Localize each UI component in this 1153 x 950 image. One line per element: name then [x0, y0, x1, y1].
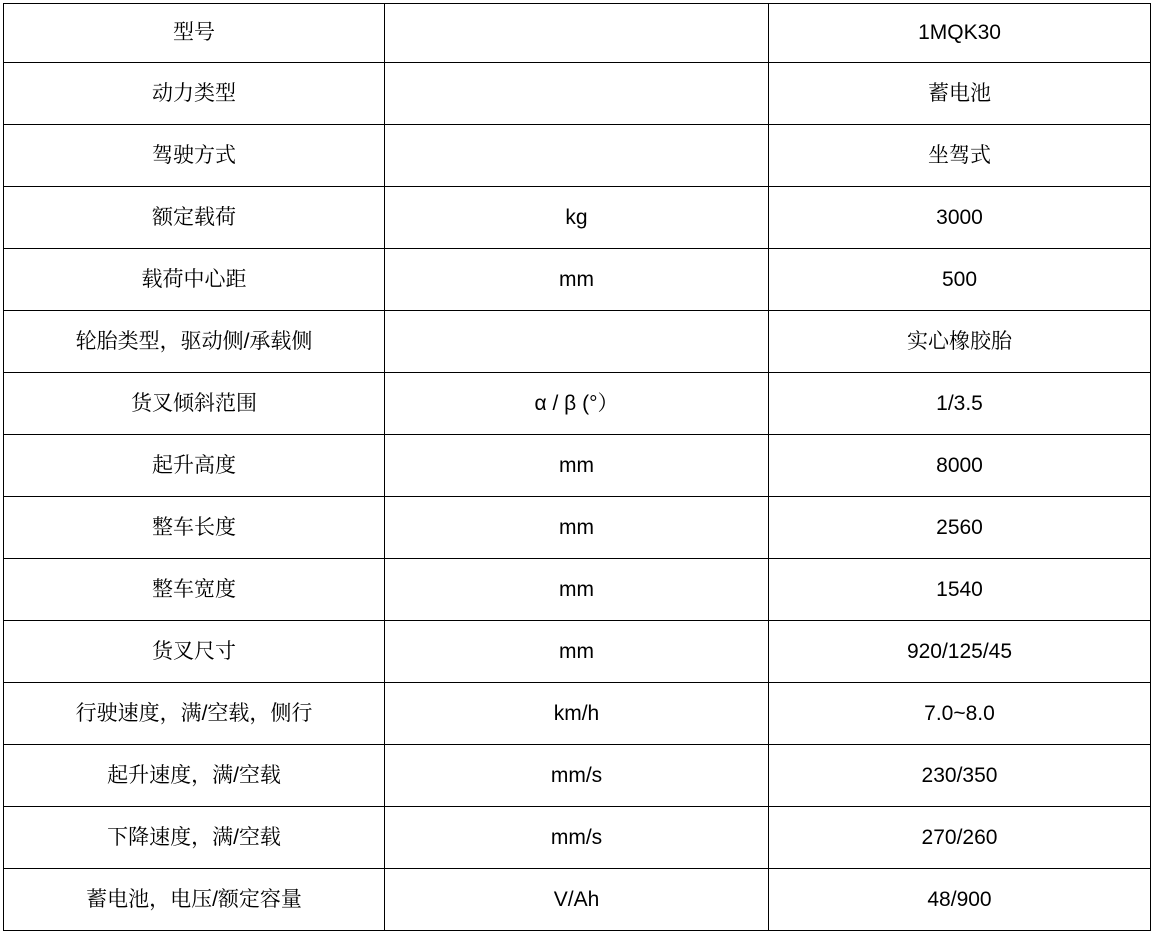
table-row — [4, 435, 1151, 497]
table-row — [4, 373, 1151, 435]
spec-parameter-name: 整车宽度 — [4, 559, 385, 621]
table-row — [4, 621, 1151, 683]
spec-value: 坐驾式 — [769, 125, 1151, 187]
spec-unit: mm/s — [385, 807, 769, 869]
table-row — [4, 745, 1151, 807]
spec-value: 270/260 — [769, 807, 1151, 869]
spec-unit: mm — [385, 435, 769, 497]
spec-value: 500 — [769, 249, 1151, 311]
spec-parameter-name: 动力类型 — [4, 63, 385, 125]
spec-value: 920/125/45 — [769, 621, 1151, 683]
spec-unit — [385, 125, 769, 187]
spec-unit: V/Ah — [385, 869, 769, 931]
spec-parameter-name: 货叉倾斜范围 — [4, 373, 385, 435]
spec-value: 1540 — [769, 559, 1151, 621]
spec-parameter-name: 起升高度 — [4, 435, 385, 497]
spec-unit: mm — [385, 559, 769, 621]
spec-parameter-name: 载荷中心距 — [4, 249, 385, 311]
spec-unit: km/h — [385, 683, 769, 745]
spec-parameter-name: 型号 — [4, 4, 385, 63]
specification-table — [3, 3, 1151, 931]
spec-parameter-name: 下降速度，满/空载 — [4, 807, 385, 869]
spec-unit — [385, 4, 769, 63]
spec-parameter-name: 额定载荷 — [4, 187, 385, 249]
spec-value: 1MQK30 — [769, 4, 1151, 63]
spec-unit: α / β (°） — [385, 373, 769, 435]
spec-unit: mm — [385, 249, 769, 311]
spec-parameter-name: 行驶速度，满/空载，侧行 — [4, 683, 385, 745]
spec-unit — [385, 311, 769, 373]
spec-value: 2560 — [769, 497, 1151, 559]
spec-parameter-name: 货叉尺寸 — [4, 621, 385, 683]
spec-value: 1/3.5 — [769, 373, 1151, 435]
spec-value: 实心橡胶胎 — [769, 311, 1151, 373]
spec-parameter-name: 轮胎类型，驱动侧/承载侧 — [4, 311, 385, 373]
table-row — [4, 4, 1151, 63]
table-row — [4, 683, 1151, 745]
spec-unit: mm — [385, 497, 769, 559]
specification-table-body — [4, 4, 1151, 931]
table-row — [4, 125, 1151, 187]
spec-value: 7.0~8.0 — [769, 683, 1151, 745]
table-row — [4, 249, 1151, 311]
spec-parameter-name: 蓄电池，电压/额定容量 — [4, 869, 385, 931]
table-row — [4, 63, 1151, 125]
spec-value: 48/900 — [769, 869, 1151, 931]
spec-value: 3000 — [769, 187, 1151, 249]
table-row — [4, 559, 1151, 621]
spec-unit: mm/s — [385, 745, 769, 807]
spec-value: 230/350 — [769, 745, 1151, 807]
spec-value: 8000 — [769, 435, 1151, 497]
spec-parameter-name: 整车长度 — [4, 497, 385, 559]
table-row — [4, 807, 1151, 869]
table-row — [4, 187, 1151, 249]
table-row — [4, 869, 1151, 931]
spec-value: 蓄电池 — [769, 63, 1151, 125]
spec-unit: kg — [385, 187, 769, 249]
spec-unit — [385, 63, 769, 125]
table-row — [4, 311, 1151, 373]
spec-unit: mm — [385, 621, 769, 683]
spec-parameter-name: 驾驶方式 — [4, 125, 385, 187]
table-row — [4, 497, 1151, 559]
spec-parameter-name: 起升速度，满/空载 — [4, 745, 385, 807]
